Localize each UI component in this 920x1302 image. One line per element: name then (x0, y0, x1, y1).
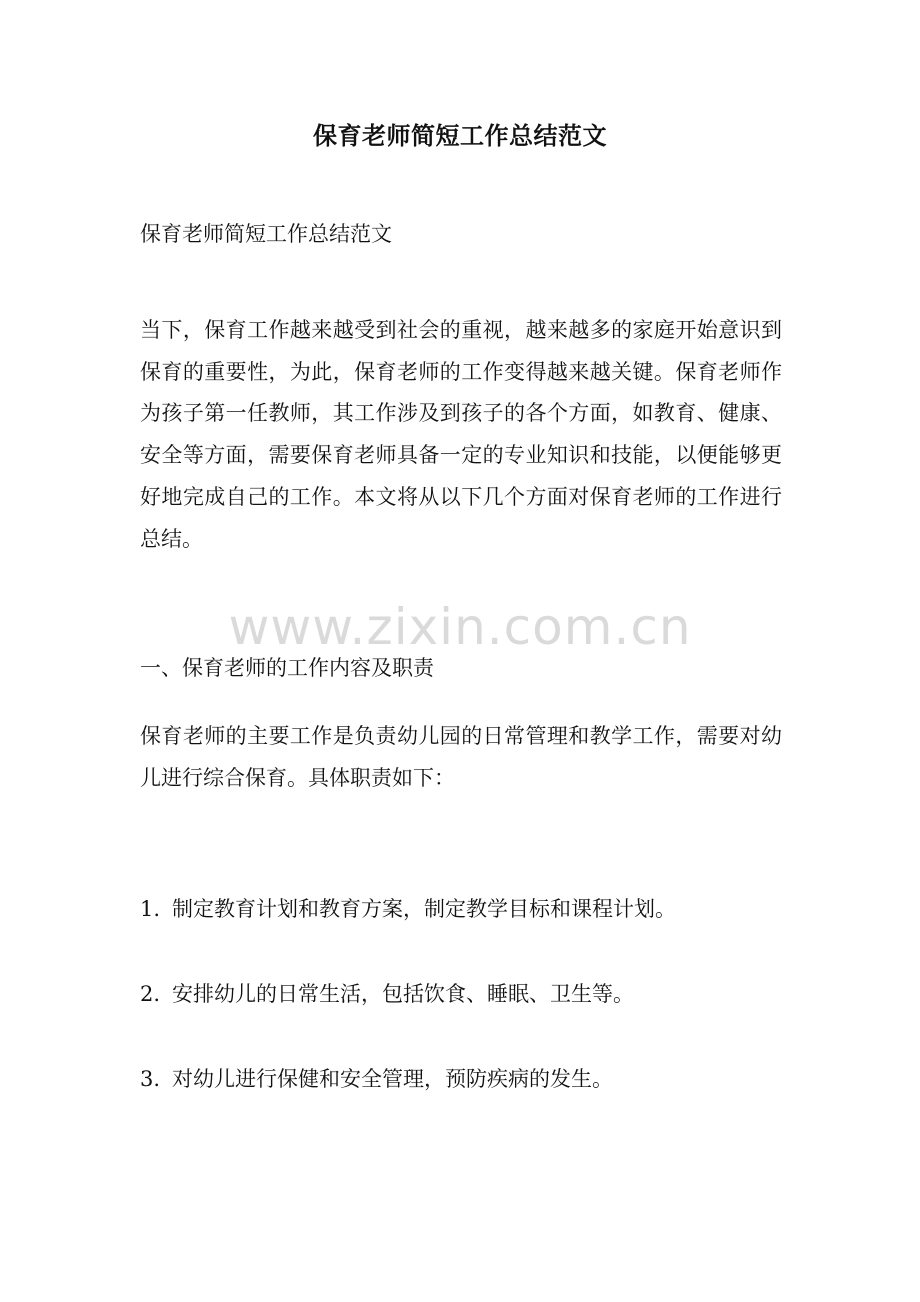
watermark: www.zixin.com.cn (228, 598, 692, 656)
list-item-text: 安排幼儿的日常生活，包括饮食、睡眠、卫生等。 (172, 982, 634, 1006)
document-subtitle: 保育老师简短工作总结范文 (140, 222, 392, 246)
list-item (140, 978, 634, 1008)
list-item (140, 893, 676, 923)
document-title: 保育老师简短工作总结范文 (313, 121, 607, 150)
list-item-text: 制定教育计划和教育方案，制定教学目标和课程计划。 (172, 897, 676, 921)
list-item-number: 1. (140, 897, 161, 921)
list-item-number: 3. (140, 1067, 161, 1091)
intro-paragraph: 当下，保育工作越来越受到社会的重视，越来越多的家庭开始意识到保育的重要性，为此，保育老师的工作变得越来越关键。保育老师作为孩子第一任教师，其工作涉及到孩子的各个方面，如教育、健康、安全等方面，需要保育老师具备一定的专业知识和技能，以便能够更好地完成自己的工作。本文将从以下几个方面对保育老师的工作进行总结。 (140, 318, 782, 551)
section-heading: 一、保育老师的工作内容及职责 (140, 656, 434, 680)
list-item-number: 2. (140, 982, 161, 1006)
list-item-text: 对幼儿进行保健和安全管理，预防疾病的发生。 (172, 1067, 613, 1091)
list-item (140, 1063, 613, 1093)
duties-paragraph: 保育老师的主要工作是负责幼儿园的日常管理和教学工作，需要对幼儿进行综合保育。具体职责如下： (140, 724, 782, 790)
